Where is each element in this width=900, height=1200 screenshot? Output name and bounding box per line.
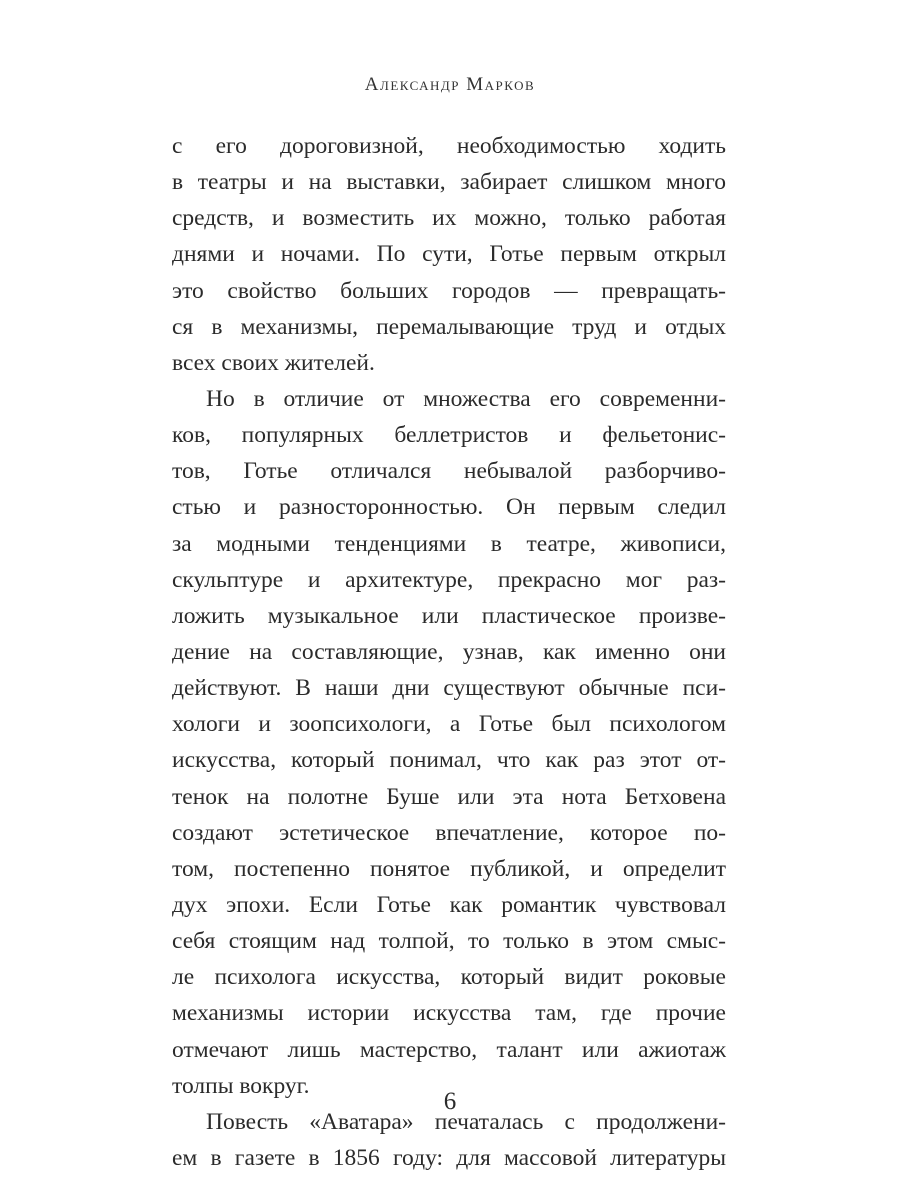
text-line: тов, Готье отличался небывалой разборчиво- bbox=[172, 458, 726, 485]
text-line: ле психолога искусства, который видит роковые bbox=[172, 964, 726, 991]
text-line: тенок на полотне Буше или эта нота Бетховена bbox=[172, 783, 726, 810]
text-line: в театры и на выставки, забирает слишком много bbox=[172, 169, 726, 196]
text-line: механизмы истории искусства там, где прочие bbox=[172, 1000, 726, 1027]
text-line: себя стоящим над толпой, то только в этом смыс- bbox=[172, 928, 726, 955]
text-line: за модными тенденциями в театре, живописи, bbox=[172, 530, 726, 557]
text-line: днями и ночами. По сути, Готье первым открыл bbox=[172, 241, 726, 268]
body-text bbox=[172, 128, 726, 1176]
page-number: 6 bbox=[443, 1088, 457, 1115]
text-line: стью и разносторонностью. Он первым следил bbox=[172, 494, 726, 521]
text-line: ложить музыкальное или пластическое произве- bbox=[172, 602, 726, 629]
text-line: ем в газете в 1856 году: для массовой литературы bbox=[172, 1144, 726, 1171]
running-head-title: Александр Марков bbox=[364, 74, 536, 95]
text-line: ся в механизмы, перемалывающие труд и отдых bbox=[172, 313, 726, 340]
text-line: толпы вокруг. bbox=[172, 1072, 310, 1099]
text-line: всех своих жителей. bbox=[172, 349, 375, 376]
paragraph-first-line: Но в отличие от множества его современни- bbox=[206, 385, 726, 412]
text-line: искусства, который понимал, что как раз этот от- bbox=[172, 747, 726, 774]
text-line: с его дороговизной, необходимостью ходить bbox=[172, 133, 726, 159]
text-line: средств, и возместить их можно, только работая bbox=[172, 205, 726, 232]
text-line: отмечают лишь мастерство, талант или ажиотаж bbox=[172, 1036, 726, 1063]
text-line: действуют. В наши дни существуют обычные пси- bbox=[172, 675, 726, 702]
text-line: хологи и зоопсихологи, а Готье был психологом bbox=[172, 711, 726, 738]
text-line: том, постепенно понятое публикой, и определит bbox=[172, 855, 726, 882]
text-line: скульптуре и архитектуре, прекрасно мог раз- bbox=[172, 566, 726, 593]
text-line: дение на составляющие, узнав, как именно они bbox=[172, 638, 726, 665]
text-line: создают эстетическое впечатление, которое по- bbox=[172, 819, 726, 846]
paragraph-first-line: Повесть «Аватара» печаталась с продолжени- bbox=[206, 1108, 726, 1135]
text-line: дух эпохи. Если Готье как романтик чувствовал bbox=[172, 891, 726, 918]
text-line: ков, популярных беллетристов и фельетонис- bbox=[172, 422, 726, 449]
text-line: это свойство больших городов — превращать- bbox=[172, 277, 726, 304]
